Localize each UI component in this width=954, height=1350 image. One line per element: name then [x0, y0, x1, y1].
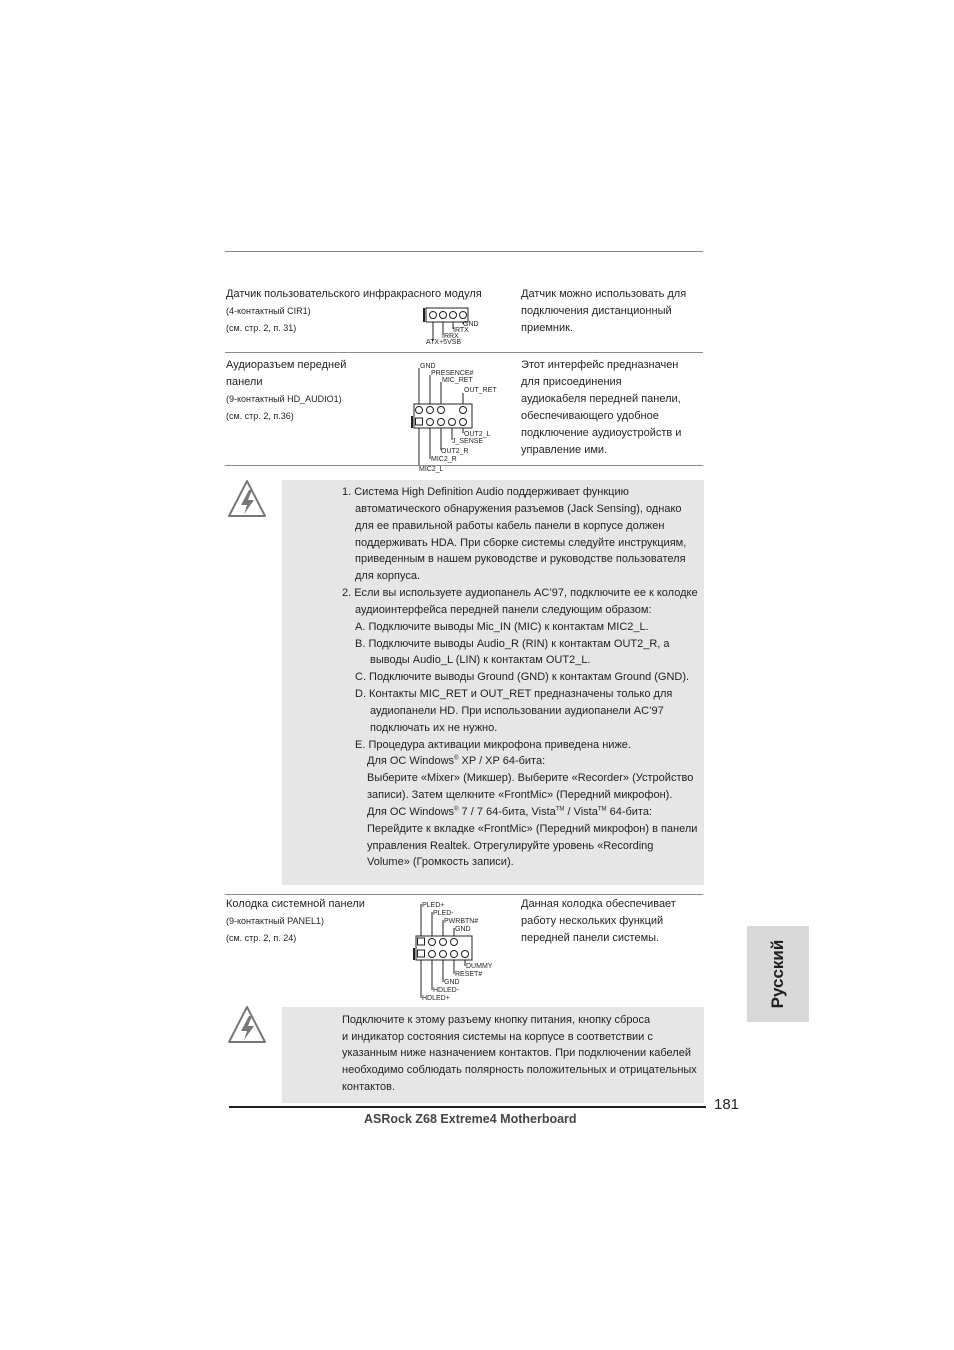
note-line: необходимо соблюдать полярность положительных и отрицательных [342, 1064, 697, 1076]
note-os-line-xp [367, 755, 545, 767]
panel-label-hdled-plus: HDLED+ [422, 995, 450, 1002]
note-line: Выберите «Mixer» (Микшер). Выберите «Recorder» (Устройство [367, 772, 694, 784]
audio-desc-line: для присоединения [521, 376, 622, 388]
audio-title-line: панели [226, 376, 263, 388]
panel-description [521, 896, 676, 947]
language-side-tab [747, 926, 809, 1022]
trademark-mark: TM [597, 806, 607, 813]
cir-label-irrx: IRRX [442, 333, 459, 340]
audio-desc-line: управление ими. [521, 444, 608, 456]
cir-description [521, 286, 686, 337]
panel-title: Колодка системной панели [226, 898, 365, 910]
audio-desc-line: обеспечивающего удобное [521, 410, 659, 422]
audio-label-mic2-r: MIC2_R [431, 456, 457, 463]
note-line: приведенным в нашем руководстве и руководстве пользователя [355, 553, 686, 565]
audio-pins: (9-контактный HD_AUDIO1) [226, 394, 342, 404]
audio-title [226, 357, 346, 391]
panel-label-hdled-minus: HDLED- [433, 987, 460, 994]
note-line: E. Процедура активации микрофона приведена ниже. [355, 739, 631, 751]
audio-desc-line: аудиокабеля передней панели, [521, 393, 681, 405]
panel-desc-line: передней панели системы. [521, 932, 660, 944]
note-line: A. Подключите выводы Mic_IN (MIC) к контактам MIC2_L. [355, 621, 649, 633]
audio-label-presence: PRESENCE# [431, 370, 474, 377]
language-tab-label: Русский [768, 939, 787, 1009]
audio-ref: (см. стр. 2, п.36) [226, 411, 294, 421]
audio-label-out2-r: OUT2_R [441, 448, 469, 455]
panel-ref: (см. стр. 2, п. 24) [226, 933, 297, 943]
cir-desc-line: Датчик можно использовать для [521, 288, 687, 300]
registered-mark: ® [454, 806, 459, 813]
registered-mark: ® [454, 755, 459, 762]
audio-desc-line: Этот интерфейс предназначен [521, 359, 679, 371]
note-line: B. Подключите выводы Audio_R (RIN) к контактам OUT2_R, а [355, 638, 670, 650]
trademark-mark: TM [555, 806, 565, 813]
audio-label-gnd: GND [420, 363, 436, 370]
cir-label-irtx: IRTX [453, 327, 469, 334]
panel-pins: (9-контактный PANEL1) [226, 916, 325, 926]
panel-desc-line: Данная колодка обеспечивает [521, 898, 676, 910]
section-rule [225, 352, 703, 353]
note-line: Подключите к этому разъему кнопку питания, кнопку сброса [342, 1014, 651, 1026]
note-line: для ее правильной работы кабель панели в корпусе должен [355, 520, 665, 532]
note-line: 2. Если вы используете аудиопанель AC’97, подключите ее к колодке [342, 587, 698, 599]
note-line: автоматического обнаружения разъемов (Jack Sensing), однако [355, 503, 682, 515]
os-text: Для ОС Windows [367, 755, 455, 767]
os-text: 7 / 7 64-бита, Vista [458, 806, 556, 818]
note-line: аудиопанели HD. При использовании аудиопанели AC’97 [370, 705, 664, 717]
page-number: 181 [714, 1096, 740, 1113]
warning-icon [226, 1004, 268, 1046]
panel-label-gnd-top: GND [455, 926, 471, 933]
os-text: XP / XP 64-бита: [458, 755, 546, 767]
product-name: ASRock Z68 Extreme4 Motherboard [364, 1112, 577, 1126]
cir-desc-line: приемник. [521, 322, 573, 334]
panel-label-dummy: DUMMY [466, 963, 493, 970]
note-line: C. Подключите выводы Ground (GND) к контактам Ground (GND). [355, 671, 690, 683]
cir-desc-line: подключения дистанционный [521, 305, 672, 317]
top-rule [225, 251, 703, 252]
panel-label-gnd-bottom: GND [444, 979, 460, 986]
note-line: указанным ниже назначением контактов. При подключении кабелей [342, 1047, 691, 1059]
audio-label-mic-ret: MIC_RET [442, 377, 473, 384]
panel-label-pled-plus: PLED+ [422, 902, 445, 909]
warning-icon [226, 478, 268, 520]
note-line: выводы Audio_L (LIN) к контактам OUT2_L. [370, 654, 591, 666]
cir-label-atx: ATX+5VSB [426, 339, 462, 346]
cir-ref: (см. стр. 2, п. 31) [226, 323, 297, 333]
note-line: контактов. [342, 1081, 396, 1093]
hd-audio-connector-diagram [408, 360, 508, 475]
audio-desc-line: подключение аудиоустройств и [521, 427, 682, 439]
audio-label-out2-l: OUT2_L [464, 431, 491, 438]
note-line: поддерживать HDA. При сборке системы следуйте инструкциям, [355, 537, 687, 549]
note-line: и индикатор состояния системы на корпусе в соответствии с [342, 1031, 653, 1043]
note-os-line-win7 [367, 806, 652, 818]
footer-rule [229, 1106, 706, 1108]
section-rule [225, 894, 703, 895]
audio-title-line: Аудиоразъем передней [226, 359, 347, 371]
cir-title: Датчик пользовательского инфракрасного модуля [226, 288, 482, 300]
note-line: 1. Система High Definition Audio поддерживает функцию [342, 486, 629, 498]
panel-desc-line: работу нескольких функций [521, 915, 664, 927]
cir-connector-diagram [420, 305, 500, 347]
panel-label-pled-minus: PLED- [433, 910, 454, 917]
system-panel-connector-diagram [410, 898, 496, 1002]
os-text: Для ОС Windows [367, 806, 455, 818]
panel-label-pwrbtn: PWRBTN# [444, 918, 479, 925]
cir-label-gnd: GND [463, 321, 479, 328]
os-text: 64-бита: [606, 806, 653, 818]
panel-label-reset: RESET# [455, 971, 483, 978]
os-text: / Vista [564, 806, 598, 818]
note-line: Перейдите к вкладке «FrontMic» (Передний микрофон) в панели [367, 823, 698, 835]
note-line: подключать их не нужно. [370, 722, 498, 734]
note-line: управления Realtek. Отрегулируйте уровень «Recording [367, 840, 654, 852]
note-line: записи). Затем щелкните «FrontMic» (Передний микрофон). [367, 789, 673, 801]
note-line: Volume» (Громкость записи). [367, 856, 514, 868]
note-line: для корпуса. [355, 570, 421, 582]
cir-pins: (4-контактный CIR1) [226, 306, 311, 316]
audio-description [521, 357, 681, 459]
audio-label-j-sense: J_SENSE [452, 438, 484, 445]
audio-label-out-ret: OUT_RET [464, 387, 497, 394]
note-line: аудиоинтерфейса передней панели следующим образом: [355, 604, 652, 616]
section-rule [225, 465, 703, 466]
audio-label-mic2-l: MIC2_L [419, 466, 444, 473]
note-line: D. Контакты MIC_RET и OUT_RET предназначены только для [355, 688, 673, 700]
